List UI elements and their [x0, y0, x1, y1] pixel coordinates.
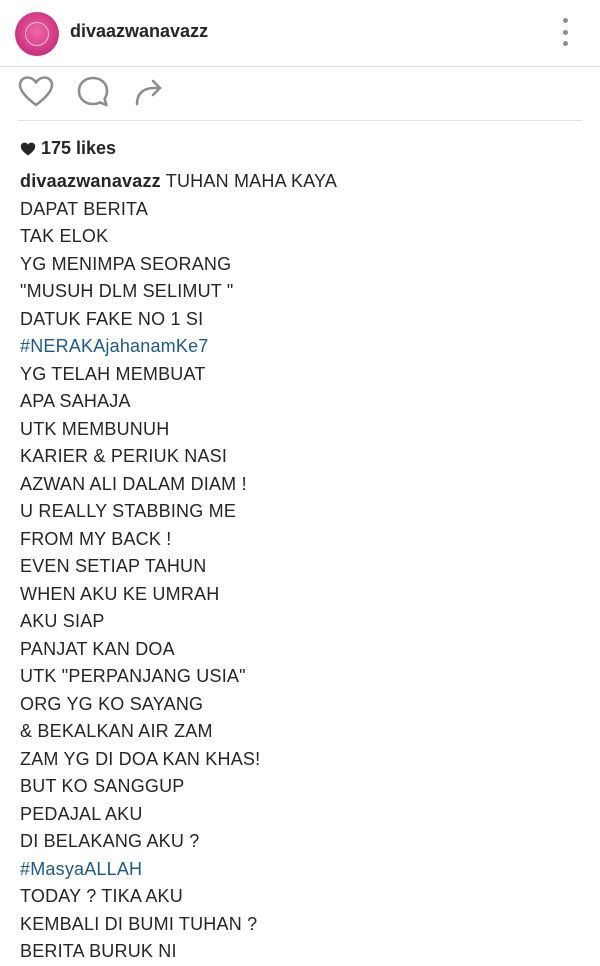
header-divider [0, 66, 600, 67]
hashtag-link[interactable]: #NERAKAjahanamKe7 [20, 336, 209, 356]
more-dot [563, 41, 568, 46]
likes-text: 175 likes [41, 138, 117, 158]
caption-line: APA SAHAJA [20, 391, 131, 411]
post-header [0, 0, 600, 66]
caption-line: U REALLY STABBING ME [20, 501, 237, 521]
caption-line: ORG YG KO SAYANG [20, 693, 204, 714]
caption-line: DI BELAKANG AKU ? [20, 831, 200, 851]
caption-line: AKU SIAP [20, 611, 105, 631]
caption-line: "MUSUH DLM SELIMUT " [20, 281, 234, 301]
caption-line: UTK MEMBUNUH [20, 418, 170, 439]
caption-line: BUT KO SANGGUP [20, 776, 185, 796]
share-button[interactable] [128, 72, 168, 112]
caption-line: TAK ELOK [20, 226, 109, 246]
like-button[interactable] [16, 72, 56, 112]
avatar[interactable] [15, 12, 59, 56]
heart-filled-icon [20, 141, 36, 157]
caption-line: EVEN SETIAP TAHUN [20, 556, 207, 576]
comment-button[interactable] [73, 72, 113, 112]
caption-line: WHEN AKU KE UMRAH [20, 583, 220, 604]
caption-line: KARIER & PERIUK NASI [20, 446, 228, 466]
caption-line: KEMBALI DI BUMI TUHAN ? [20, 913, 258, 934]
heart-outline-icon [16, 72, 56, 112]
caption-line: DATUK FAKE NO 1 SI [20, 308, 204, 329]
caption-username[interactable]: divaazwanavazz [20, 171, 161, 191]
caption-line: TODAY ? TIKA AKU [20, 886, 183, 906]
share-arrow-icon [128, 72, 168, 112]
caption-line: BERITA BURUK NI [20, 941, 177, 961]
more-vertical-icon[interactable] [557, 18, 573, 46]
caption-line: UTK "PERPANJANG USIA" [20, 666, 246, 686]
caption-line: DAPAT BERITA [20, 198, 149, 219]
action-bar [0, 72, 600, 116]
more-dot [563, 30, 568, 35]
hashtag-link[interactable]: #MasyaALLAH [20, 858, 143, 879]
comment-bubble-icon [73, 72, 113, 112]
caption-line: AZWAN ALI DALAM DIAM ! [20, 473, 247, 494]
actions-divider [18, 120, 582, 121]
caption-line: & BEKALKAN AIR ZAM [20, 721, 213, 741]
caption-line: PEDAJAL AKU [20, 803, 143, 824]
post-caption [20, 168, 580, 966]
caption-text: TUHAN MAHA KAYA [165, 171, 338, 191]
caption-line: YG MENIMPA SEORANG [20, 253, 232, 274]
caption-lines [20, 196, 580, 966]
caption-first-line [20, 168, 580, 196]
caption-line: YG TELAH MEMBUAT [20, 363, 206, 384]
caption-line: FROM MY BACK ! [20, 528, 172, 549]
caption-line: ZAM YG DI DOA KAN KHAS! [20, 748, 261, 769]
avatar-image [25, 22, 49, 46]
caption-line: PANJAT KAN DOA [20, 638, 175, 659]
more-dot [563, 18, 568, 23]
likes-count[interactable] [20, 138, 116, 159]
post-username[interactable]: divaazwanavazz [70, 21, 209, 41]
